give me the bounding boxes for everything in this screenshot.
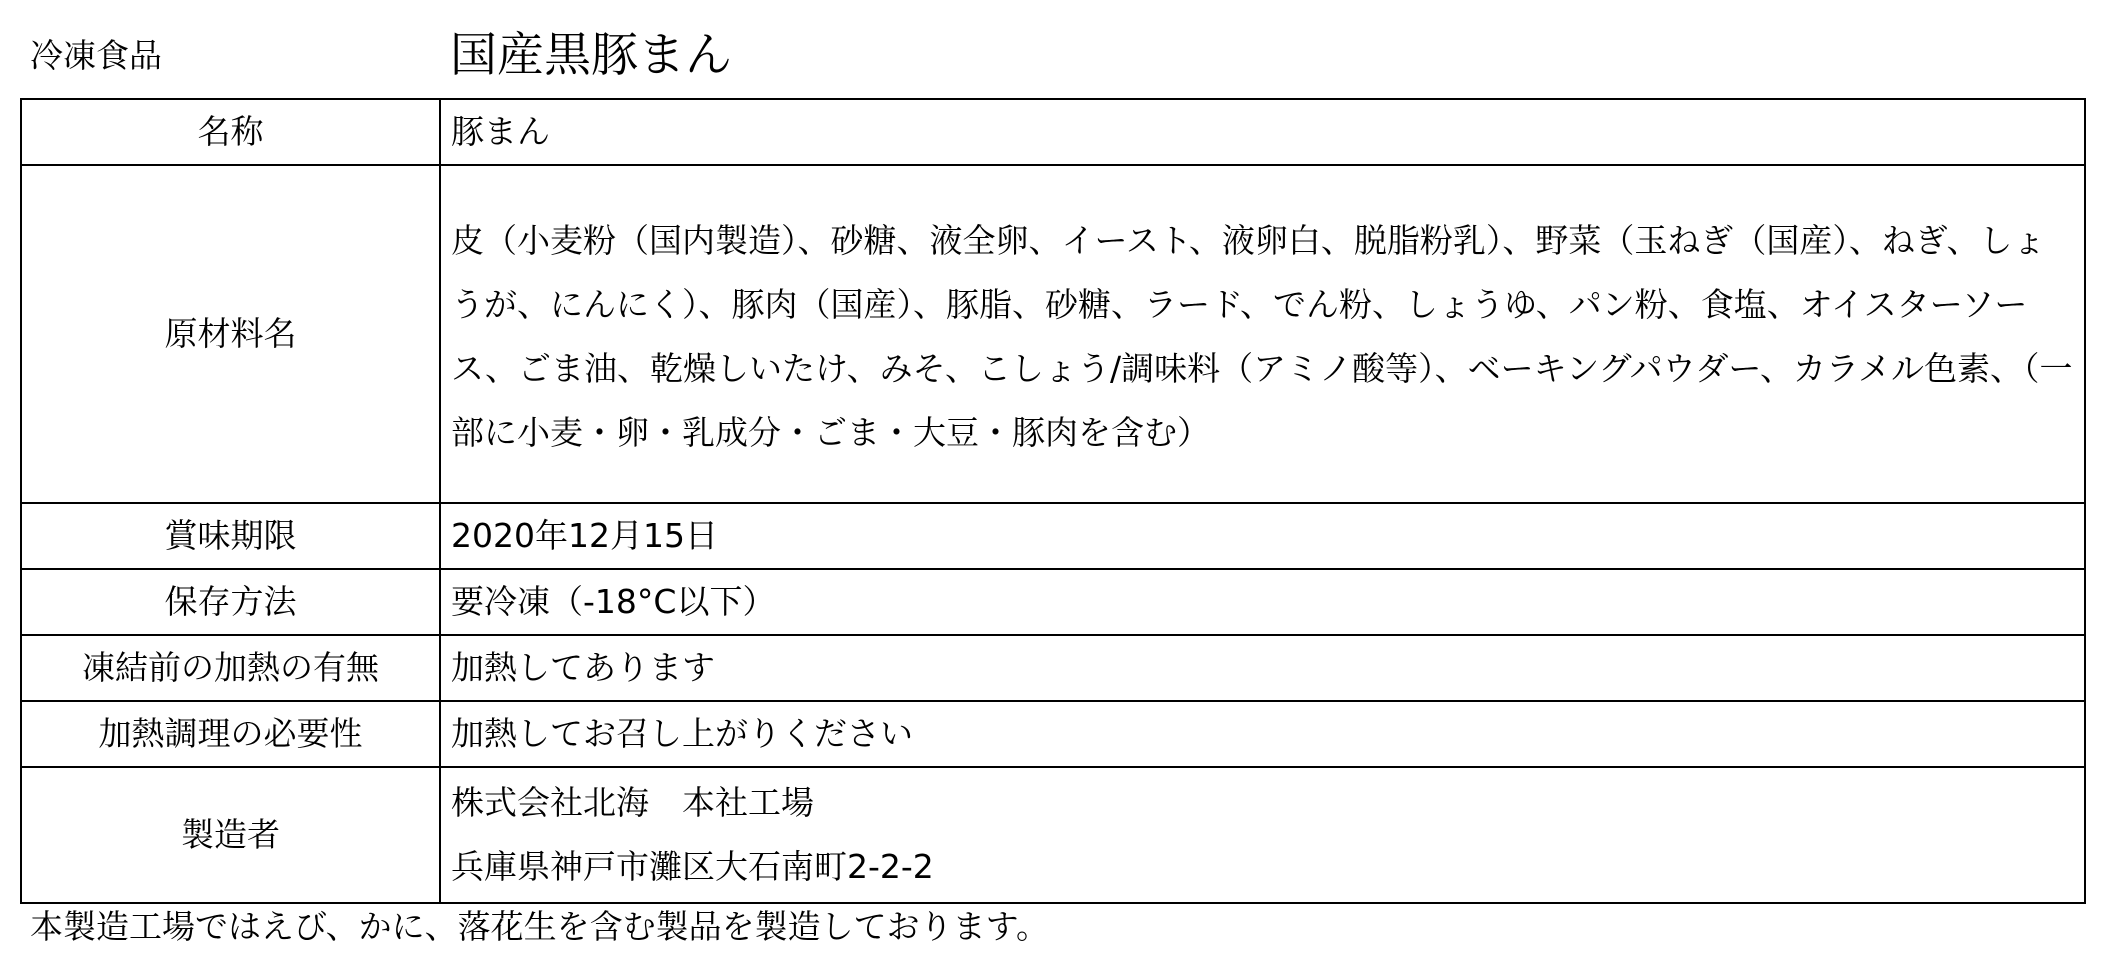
expiry-value: 2020年12月15日	[440, 503, 2085, 569]
table-row-manufacturer	[21, 767, 2085, 903]
storage-label: 保存方法	[21, 569, 440, 635]
name-label: 名称	[21, 99, 440, 165]
ingredients-label: 原材料名	[21, 165, 440, 503]
table-row-name	[21, 99, 2085, 165]
manufacturer-cell	[440, 767, 2085, 903]
manufacturer-name: 株式会社北海 本社工場	[451, 783, 814, 822]
category-label: 冷凍食品	[30, 36, 162, 75]
pre-freeze-heating-label: 凍結前の加熱の有無	[21, 635, 440, 701]
expiry-label: 賞味期限	[21, 503, 440, 569]
product-title: 国産黒豚まん	[450, 28, 732, 83]
table-row-storage	[21, 569, 2085, 635]
allergen-facility-note: 本製造工場ではえび、かに、落花生を含む製品を製造しております。	[30, 907, 1050, 946]
table-row-expiry	[21, 503, 2085, 569]
food-label-table	[20, 98, 2086, 904]
table-row-ingredients	[21, 165, 2085, 503]
cooking-requirement-label: 加熱調理の必要性	[21, 701, 440, 767]
cooking-requirement-value: 加熱してお召し上がりください	[440, 701, 2085, 767]
ingredients-cell	[440, 165, 2085, 503]
name-value: 豚まん	[440, 99, 2085, 165]
pre-freeze-heating-value: 加熱してあります	[440, 635, 2085, 701]
storage-value: 要冷凍（-18°C以下）	[440, 569, 2085, 635]
manufacturer-address: 兵庫県神戸市灘区大石南町2-2-2	[451, 847, 934, 886]
table-row-pre-freeze-heating	[21, 635, 2085, 701]
table-row-cooking-requirement	[21, 701, 2085, 767]
ingredients-value: 皮（小麦粉（国内製造）、砂糖、液全卵、イースト、液卵白、脱脂粉乳）、野菜（玉ねぎ（国産）、ねぎ、しょうが、にんにく）、豚肉（国産）、豚脂、砂糖、ラード、でん粉、しょうゆ、パン粉、食塩、オイスターソース、ごま油、乾燥しいたけ、みそ、こしょう/調味料（アミノ酸等）、ベーキングパウダー、カラメル色素、（一部に小麦・卵・乳成分・ごま・大豆・豚肉を含む）	[451, 221, 2073, 452]
manufacturer-label: 製造者	[21, 767, 440, 903]
